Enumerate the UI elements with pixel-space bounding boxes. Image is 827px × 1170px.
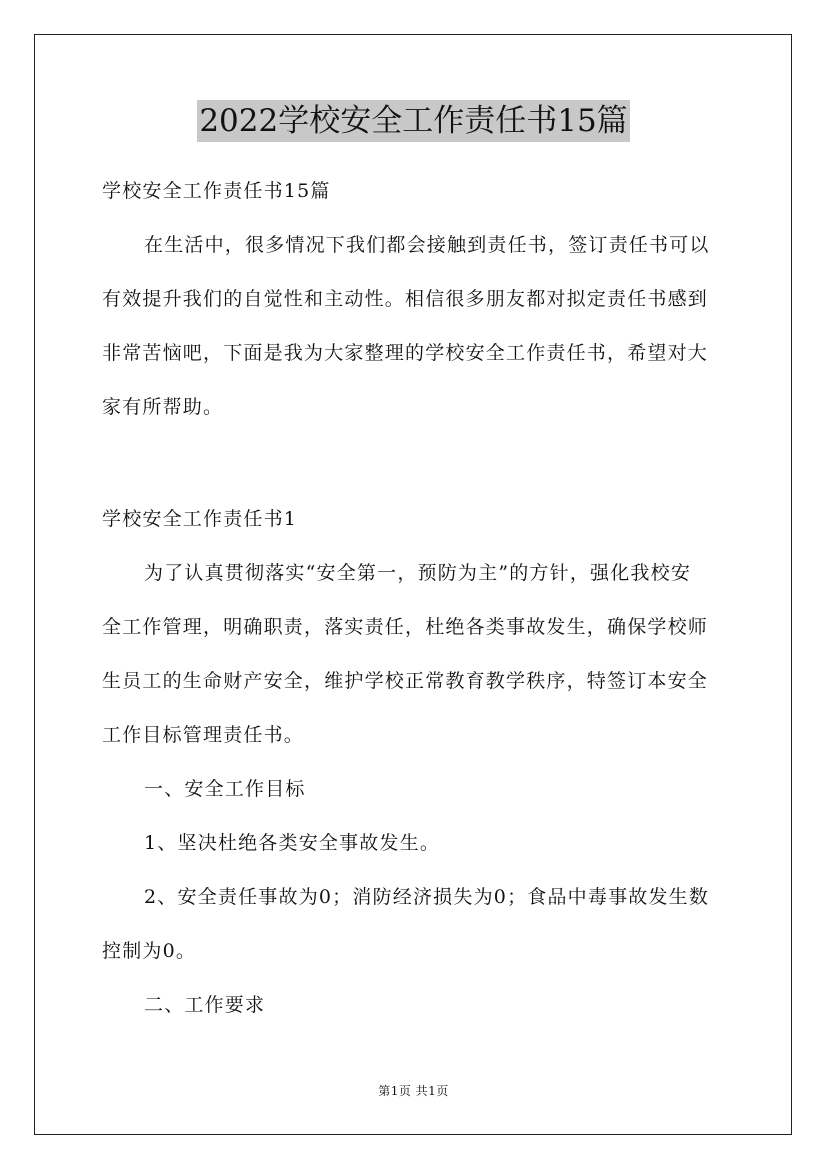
document-title: 2022学校安全工作责任书15篇 (197, 100, 629, 142)
intro-line: 在生活中，很多情况下我们都会接触到责任书，签订责任书可以 (144, 234, 710, 256)
section-line: 工作目标管理责任书。 (102, 724, 305, 746)
subtitle: 学校安全工作责任书15篇 (102, 180, 331, 202)
section-line: 为了认真贯彻落实“安全第一，预防为主”的方针，强化我校安 (144, 562, 692, 584)
list-item-1: 1、坚决杜绝各类安全事故发生。 (144, 832, 441, 854)
intro-line: 非常苦恼吧，下面是我为大家整理的学校安全工作责任书，希望对大 (102, 342, 709, 364)
heading-work-requirements: 二、工作要求 (144, 994, 266, 1016)
intro-paragraph (102, 218, 727, 434)
page-footer (0, 1083, 827, 1099)
list-item-2 (102, 870, 727, 978)
section-line: 生员工的生命财产安全，维护学校正常教育教学秩序，特签订本安全 (102, 670, 709, 692)
page-body (102, 164, 727, 434)
heading-safety-goals: 一、安全工作目标 (144, 778, 306, 800)
intro-line: 家有所帮助。 (102, 396, 224, 418)
section-body (102, 492, 727, 1032)
title-area (0, 100, 827, 142)
list-item-2-line: 控制为0。 (102, 940, 197, 962)
section-paragraph (102, 546, 727, 762)
section-line: 全工作管理，明确职责，落实责任，杜绝各类事故发生，确保学校师 (102, 616, 709, 638)
section-heading: 学校安全工作责任书1 (102, 508, 298, 530)
intro-line: 有效提升我们的自觉性和主动性。相信很多朋友都对拟定责任书感到 (102, 288, 709, 310)
page-number: 第1页 共1页 (378, 1084, 449, 1098)
list-item-2-line: 2、安全责任事故为0；消防经济损失为0；食品中毒事故发生数 (144, 886, 710, 908)
